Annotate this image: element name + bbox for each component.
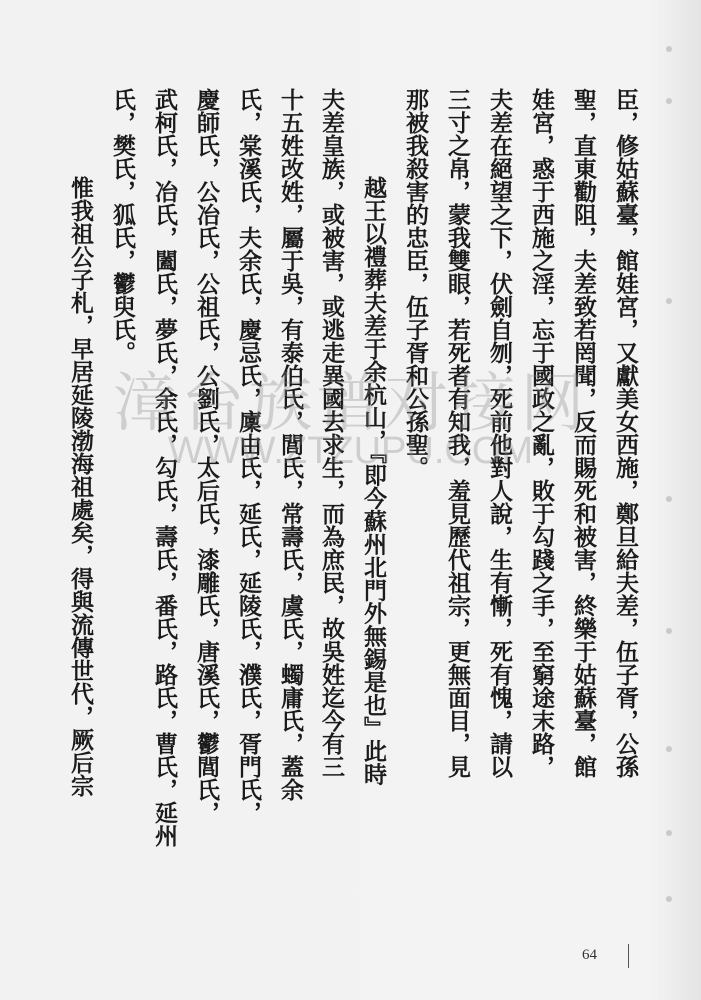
text-column: 氏，棠溪氏，夫余氏，慶忌氏，廩由氏，延氏，延陵氏，濮氏，胥門氏， — [235, 88, 261, 824]
binding-hole — [666, 896, 672, 902]
text-column: 夫差在絕望之下，伏劍自刎，死前他對人說，生有慚，死有愧，請以 — [486, 88, 512, 778]
text-column: 那被我殺害的忠臣，伍子胥和公孫聖。 — [402, 88, 428, 479]
text-column: 氏，樊氏，狐氏，鬱臾氏。 — [109, 88, 135, 364]
binding-hole — [666, 830, 672, 836]
binding-hole — [666, 298, 672, 304]
paragraph-start-column: 越王以禮葬夫差于余杭山，『即今蘇州北門外無錫是也』此時 — [360, 176, 386, 786]
text-column: 臣，修姑蘇臺，館娃宮，又獻美女西施，鄭旦給夫差，伍子胥，公孫 — [612, 88, 638, 778]
binding-hole — [666, 98, 672, 104]
watermark-title: 漳台族谱对接网 — [112, 367, 589, 441]
binding-hole — [666, 496, 672, 502]
page-number: 64 — [582, 947, 597, 963]
binding-hole — [666, 46, 672, 52]
binding-hole — [666, 628, 672, 634]
text-column: 十五姓改姓，屬于吳，有泰伯氏，閭氏，常壽氏，虞氏，蠋庸氏，蓋余 — [277, 88, 303, 801]
text-column: 夫差皇族，或被害，或逃走異國去求生，而為庶民，故吳姓迄今有三 — [318, 88, 344, 778]
text-column: 娃宮，惑于西施之淫，忘于國政之亂，敗于勾踐之手，至窮途末路， — [528, 88, 554, 778]
watermark-url: WWW.ZTZUPU.COM — [167, 430, 534, 472]
text-column: 武柯氏，冶氏，闔氏，夢氏，余氏，勾氏，壽氏，番氏，路氏，曹氏，延州 — [151, 88, 177, 847]
text-column: 慶師氏，公冶氏，公祖氏，公劉氏，太后氏，漆雕氏，唐溪氏，鬱閭氏， — [193, 88, 219, 824]
page-number-rule — [628, 944, 629, 968]
text-column: 三寸之帛，蒙我雙眼，若死者有知我，羞見歷代祖宗，更無面目，見 — [444, 88, 470, 778]
binding-hole — [666, 746, 672, 752]
paragraph-start-column: 惟我祖公子札，早居延陵渤海祖處矣，得與流傳世代，厥后宗 — [67, 176, 93, 797]
text-column: 聖，直東勸阻，夫差致若罔聞，反而賜死和被害，終樂于姑蘇臺，館 — [570, 88, 596, 778]
